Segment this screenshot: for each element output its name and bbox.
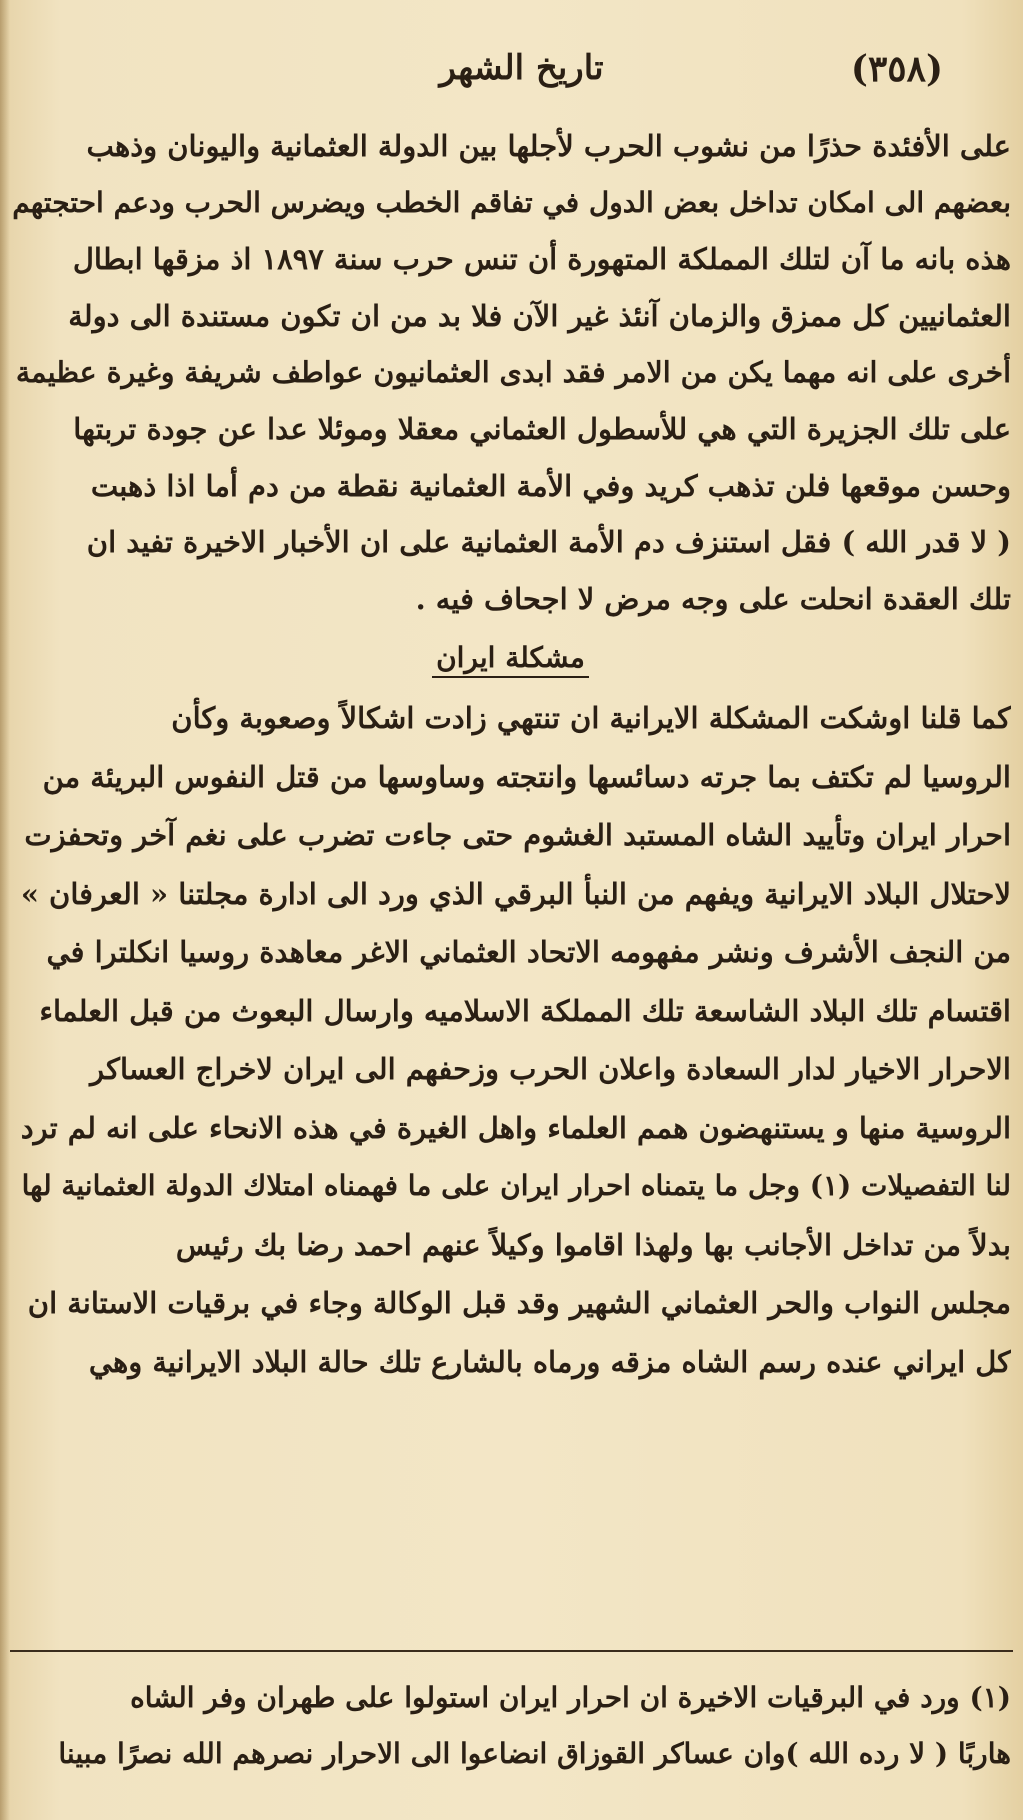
text-line: أخرى على انه مهما يكن من الامر فقد ابدى العثمانيون عواطف شريفة وغيرة عظيمة [15, 355, 1011, 390]
paragraph-2 [10, 689, 1011, 1391]
running-title: تاريخ الشهر [439, 48, 604, 88]
section-title-text: مشكلة ايران [432, 641, 589, 678]
text-line: بعضهم الى امكان تداخل بعض الدول في تفاقم الخطب ويضرس الحرب ودعم احتجتهم [12, 185, 1011, 219]
text-line: تلك العقدة انحلت على وجه مرض لا اجحاف فيه . [415, 581, 1011, 616]
footnote-line: هاربًا ( لا رده الله )وان عساكر القوزاق انضاعوا الى الاحرار نصرهم الله نصرًا مبينا [58, 1737, 1011, 1770]
text-line: لنا التفصيلات (١) وجل ما يتمناه احرار ايران على ما فهمناه امتلاك الدولة العثمانية لها [21, 1169, 1011, 1203]
footnote-divider [10, 1650, 1013, 1652]
footnote-line: (١) ورد في البرقيات الاخيرة ان احرار ايران استولوا على طهران وفر الشاه [130, 1681, 1011, 1714]
text-line: على الأفئدة حذرًا من نشوب الحرب لأجلها بين الدولة العثمانية واليونان وذهب [86, 129, 1011, 163]
text-line: اقتسام تلك البلاد الشاسعة تلك المملكة الاسلاميه وارسال البعوث من قبل العلماء [39, 993, 1011, 1028]
text-line: وحسن موقعها فلن تذهب كريد وفي الأمة العثمانية نقطة من دم أما اذا ذهبت [90, 468, 1011, 503]
text-line: الاحرار الاخيار لدار السعادة واعلان الحرب وزحفهم الى ايران لاخراج العساكر [90, 1052, 1011, 1087]
text-line: احرار ايران وتأييد الشاه المستبد الغشوم حتى جاءت تضرب على نغم آخر وتحفزت [24, 818, 1011, 853]
section-title [10, 627, 1011, 689]
text-line: بدلاً من تداخل الأجانب بها ولهذا اقاموا وكيلاً عنهم احمد رضا بك رئيس [175, 1227, 1011, 1262]
page-number: (٣٥٨) [850, 48, 943, 90]
text-line: كما قلنا اوشكت المشكلة الايرانية ان تنتهي زادت اشكالاً وصعوبة وكأن [171, 701, 1011, 736]
page-gutter-shadow [0, 0, 10, 1820]
text-line: ( لا قدر الله ) فقل استنزف دم الأمة العثمانية على ان الأخبار الاخيرة تفيد ان [86, 525, 1011, 560]
text-line: الروسيا لم تكتف بما جرته دسائسها وانتجته وساوسها من قتل النفوس البريئة من [42, 759, 1011, 794]
text-line: كل ايراني عنده رسم الشاه مزقه ورماه بالشارع تلك حالة البلاد الايرانية وهي [88, 1344, 1011, 1379]
body-text [10, 118, 1011, 1391]
page-header [60, 48, 983, 108]
paragraph-1 [10, 118, 1011, 627]
text-line: مجلس النواب والحر العثماني الشهير وقد قبل الوكالة وجاء في برقيات الاستانة ان [27, 1286, 1011, 1321]
text-line: العثمانيين كل ممزق والزمان آنئذ غير الآن فلا بد من ان تكون مستندة الى دولة [68, 298, 1011, 333]
text-line: هذه بانه ما آن لتلك المملكة المتهورة أن تنس حرب سنة ١٨٩٧ اذ مزقها ابطال [72, 242, 1011, 277]
text-line: على تلك الجزيرة التي هي للأسطول العثماني معقلا وموئلا عدا عن جودة تربتها [73, 411, 1011, 446]
text-line: من النجف الأشرف ونشر مفهومه الاتحاد العثماني الاغر معاهدة روسيا انكلترا في [46, 935, 1011, 970]
text-line: الروسية منها و يستنهضون همم العلماء واهل الغيرة في هذه الانحاء على انه لم ترد [20, 1110, 1011, 1145]
footnotes [10, 1670, 1011, 1782]
text-line: لاحتلال البلاد الايرانية ويفهم من النبأ البرقي الذي ورد الى ادارة مجلتنا « العرفان » [20, 876, 1011, 911]
